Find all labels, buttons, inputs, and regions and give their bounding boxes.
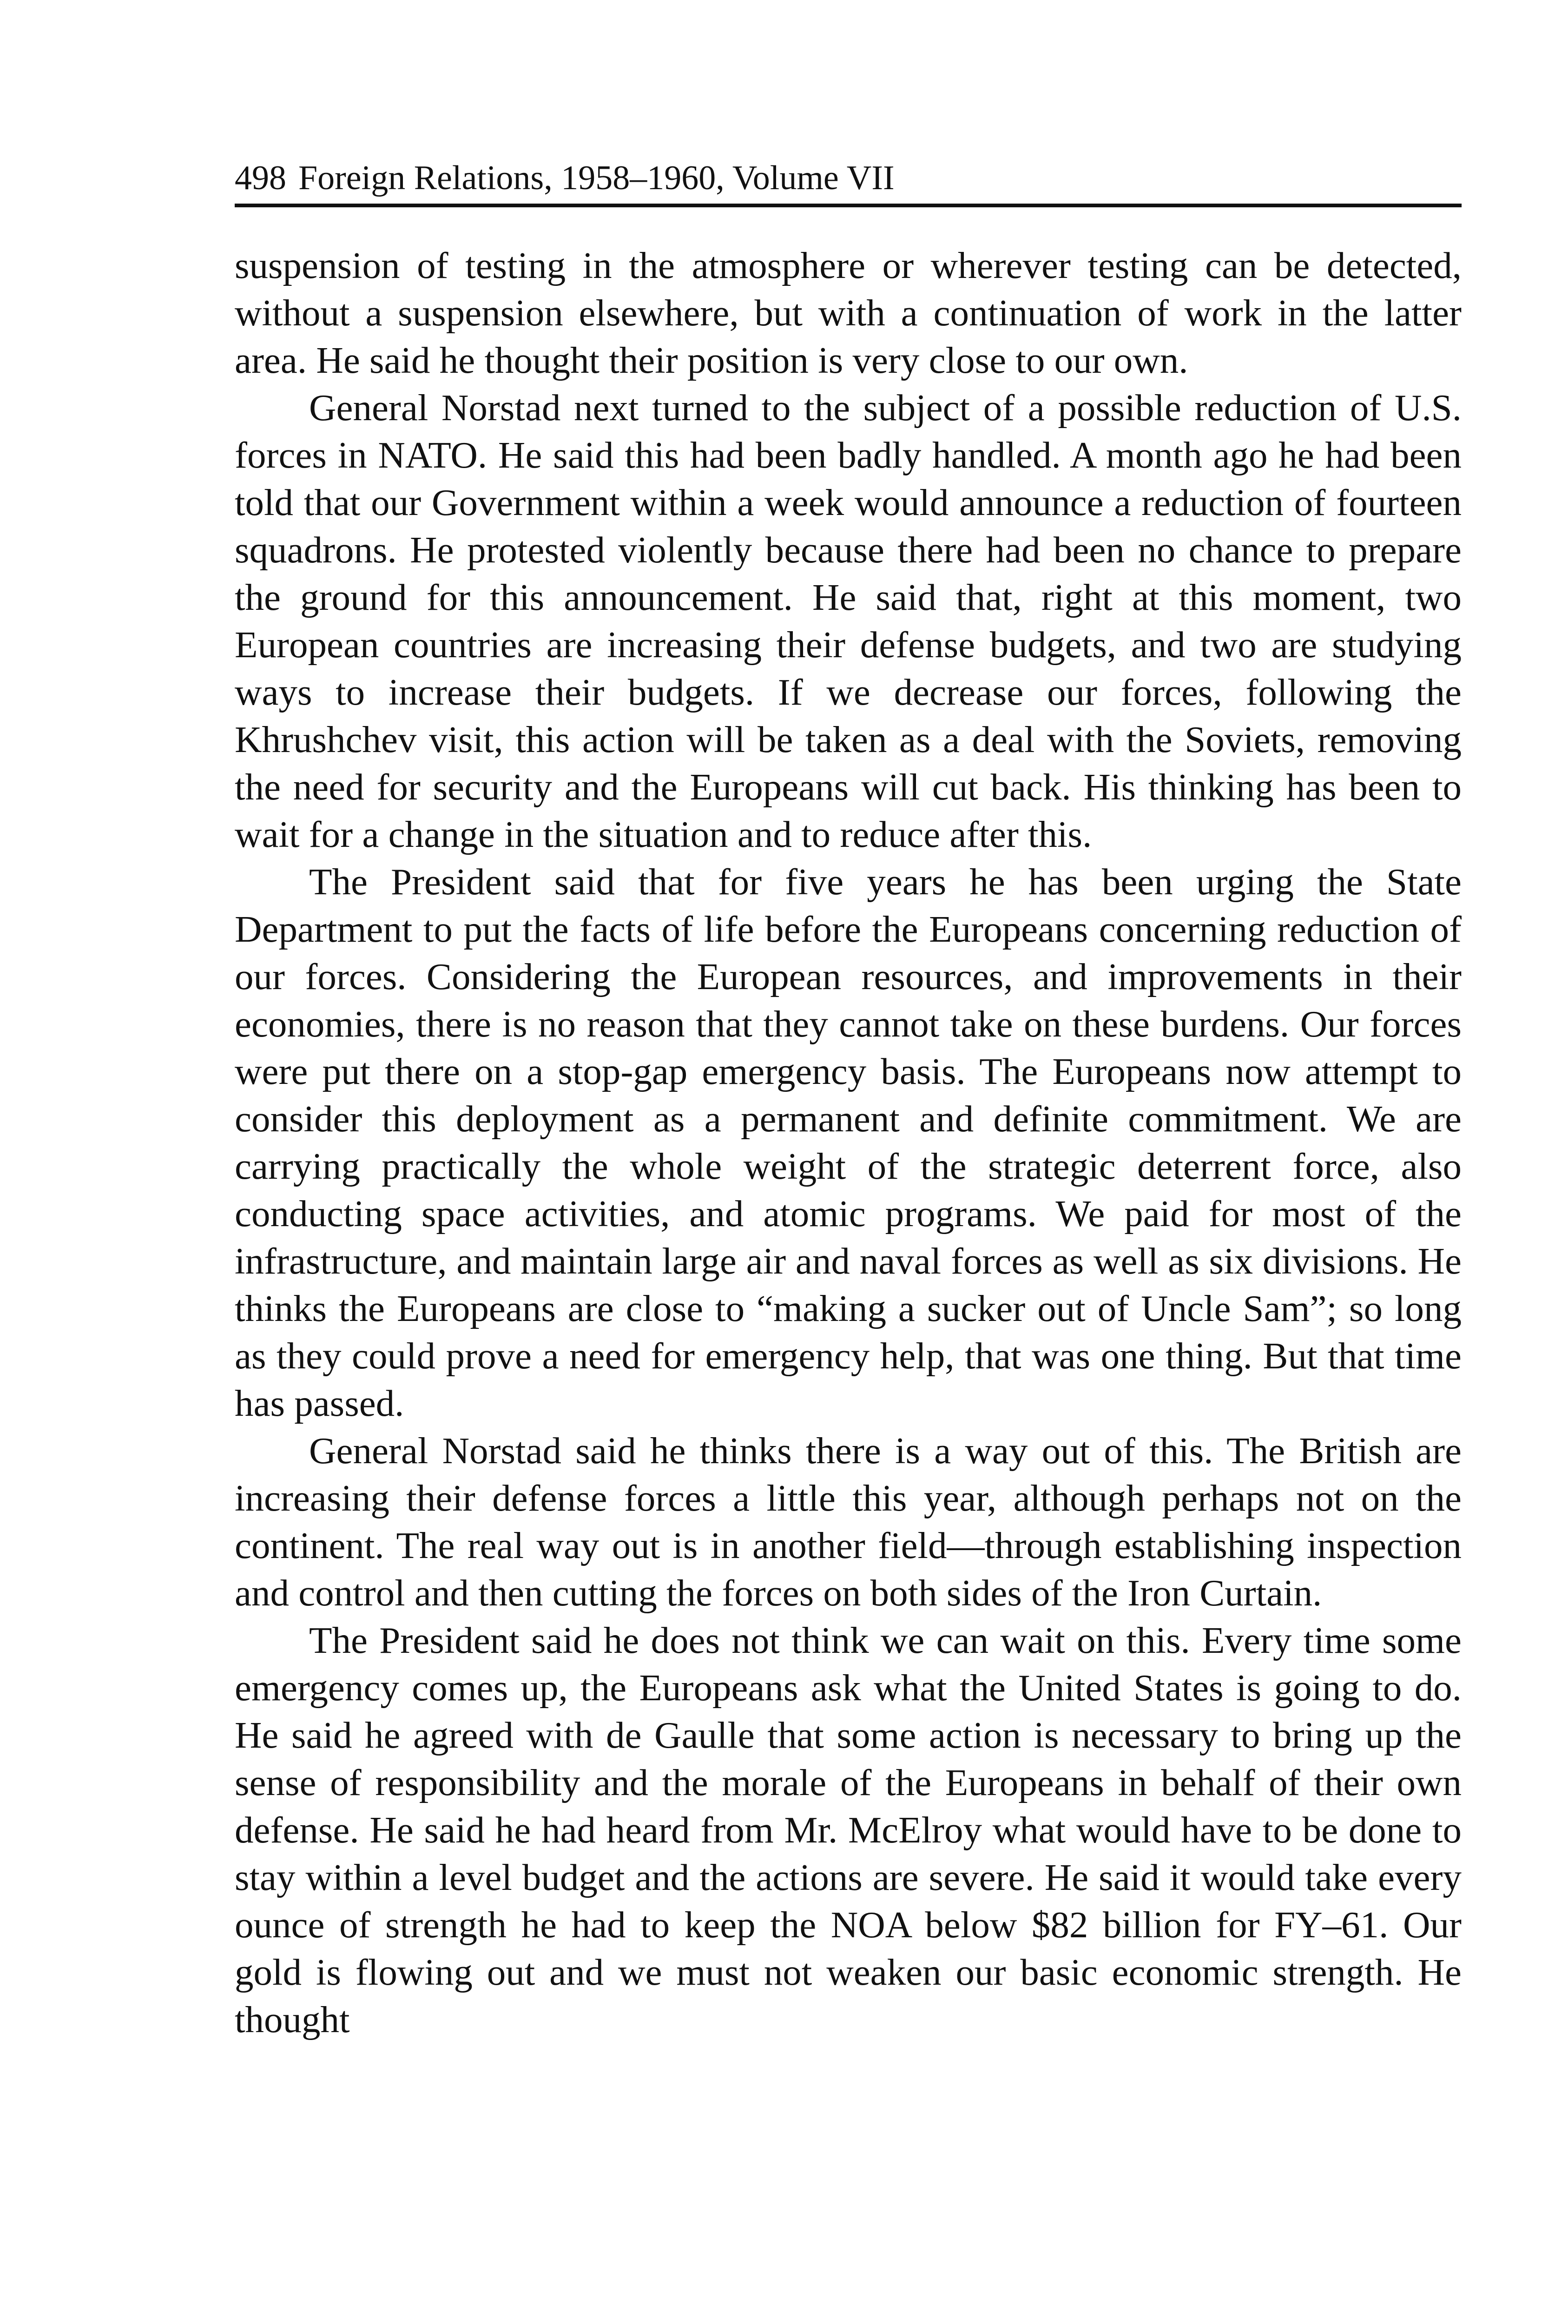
paragraph: General Norstad said he thinks there is a way out of this. The British are increasing their defense forces a little this year, although perhaps not on the continent. The real way out is in another field—through establishing inspection and control and then cutting the forces on both sides of the Iron Curtain. bbox=[235, 1430, 1462, 1614]
page-number: 498 bbox=[235, 159, 286, 197]
header-rule bbox=[235, 204, 1462, 207]
paragraph-continued: suspension of testing in the atmosphere or wherever testing can be detected, without a suspension elsewhere, but with a continuation of work in the latter area. He said he thought their position is very close to our own. bbox=[235, 244, 1462, 381]
running-header bbox=[235, 156, 1462, 200]
paragraph: The President said that for five years he has been urging the State Department to put the facts of life before the Europeans concerning reduction of our forces. Considering the European resources, and improvements in their economies, there is no reason that they cannot take on these burdens. Our forces were put there on a stop-gap emergency basis. The Europeans now attempt to consider this deployment as a permanent and definite commitment. We are carrying practically the whole weight of the strategic deterrent force, also conducting space activities, and atomic programs. We paid for most of the infrastructure, and maintain large air and naval forces as well as six divisions. He thinks the Europeans are close to “making a sucker out of Uncle Sam”; so long as they could prove a need for emergency help, that was one thing. But that time has passed. bbox=[235, 861, 1462, 1424]
paragraph: The President said he does not think we can wait on this. Every time some emergency comes up, the Europeans ask what the United States is going to do. He said he agreed with de Gaulle that some action is necessary to bring up the sense of responsibility and the morale of the Europeans in behalf of their own defense. He said he had heard from Mr. McElroy what would have to be done to stay within a level budget and the actions are severe. He said it would take every ounce of strength he had to keep the NOA below $82 billion for FY–61. Our gold is flowing out and we must not weaken our basic economic strength. He thought bbox=[235, 1619, 1462, 2040]
body-text bbox=[235, 242, 1462, 2043]
paragraph: General Norstad next turned to the subject of a possible reduction of U.S. forces in NATO. He said this had been badly handled. A month ago he had been told that our Government within a week would announce a reduction of fourteen squadrons. He protested violently because there had been no chance to prepare the ground for this announcement. He said that, right at this moment, two European countries are increasing their defense budgets, and two are studying ways to increase their budgets. If we decrease our forces, following the Khrushchev visit, this action will be taken as a deal with the Soviets, removing the need for security and the Europeans will cut back. His thinking has been to wait for a change in the situation and to reduce after this. bbox=[235, 387, 1462, 855]
running-title: Foreign Relations, 1958–1960, Volume VII bbox=[298, 159, 895, 197]
